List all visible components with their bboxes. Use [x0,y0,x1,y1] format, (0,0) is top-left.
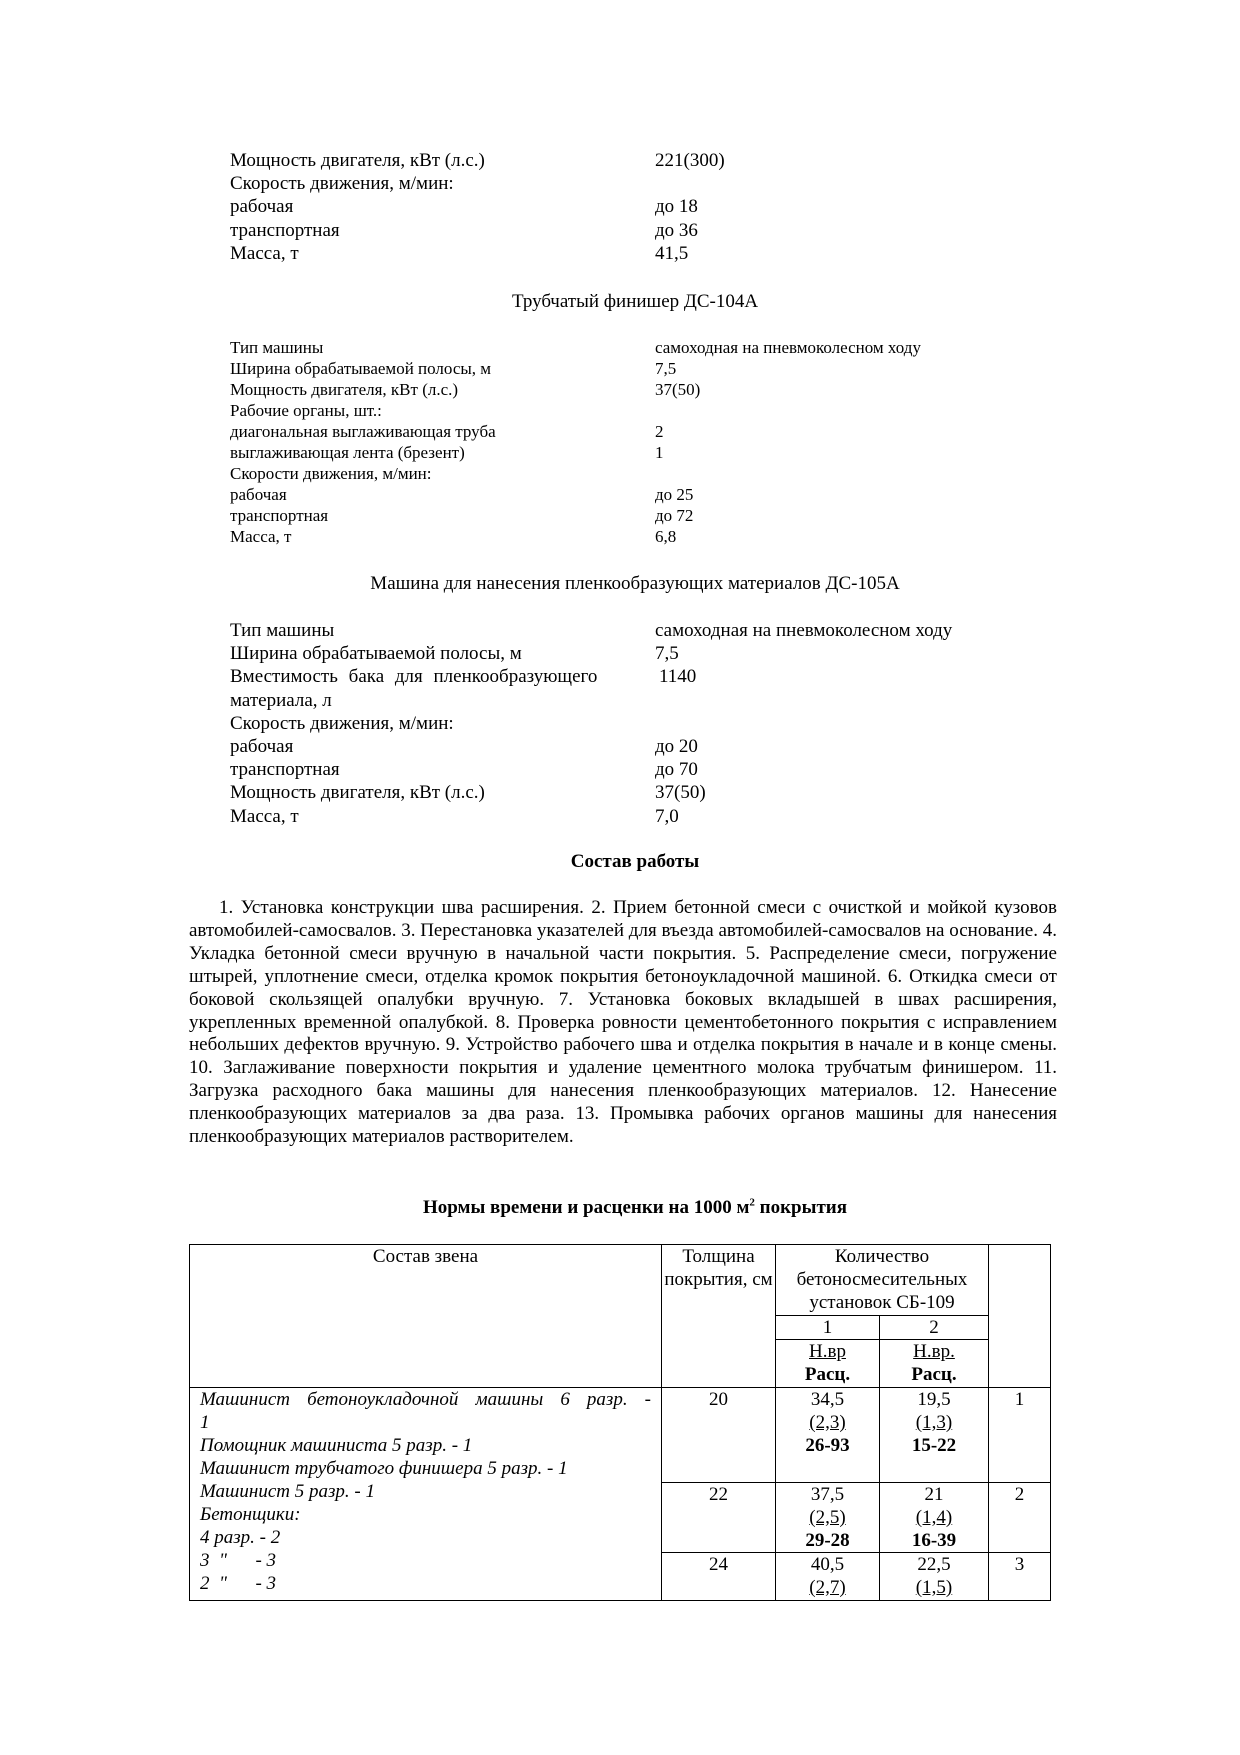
norms-title-sup: 2 [749,1196,755,1209]
spec-value: 1140 [659,666,697,688]
norms-table [189,1244,1051,1601]
spec-row [230,242,1030,265]
spec-value: 7,5 [655,359,677,378]
spec-key: рабочая [230,736,294,758]
table-header-row [190,1245,1051,1316]
spec-row [230,735,1030,758]
norm-value: 37,5 [810,1484,845,1505]
spec-value: 6,8 [655,527,677,546]
norm-price: 15-22 [911,1435,957,1456]
norm-cell-2 [880,1553,989,1601]
spec-row [230,689,1030,712]
norm-value: 21 [924,1484,944,1505]
header-norm-2 [880,1340,989,1388]
norms-title-text: Нормы времени и расценки на 1000 м [422,1197,750,1218]
norm-price: 26-93 [805,1435,850,1456]
spec-key: Тип машины [230,620,335,641]
spec-key: Ширина обрабатываемой полосы, м [230,359,492,378]
spec-value: самоходная на пневмоколесном ходу [655,620,953,641]
spec-row [230,758,1030,781]
spec-row [230,442,1030,463]
spec-value: до 20 [655,736,698,758]
spec-row [230,712,1030,735]
spec-value: 1 [655,443,664,462]
crew-line: Бетонщики: [200,1504,301,1525]
spec-value: 221(300) [655,150,725,171]
header-nvr: Н.вр. [913,1341,955,1362]
spec-key: рабочая [230,485,287,504]
crew-line: Машинист 5 разр. - 1 [200,1481,375,1502]
spec-key: Масса, т [230,805,299,827]
crew-line: Помощник машиниста 5 разр. - 1 [200,1435,473,1456]
header-thickness: Толщина покрытия, см [662,1245,776,1388]
spec-row [230,172,1030,195]
norm-sub: (2,3) [809,1412,846,1433]
norm-sub: (1,5) [915,1577,953,1598]
spec-key: транспортная [230,219,340,241]
spec-key: Мощность двигателя, кВт (л.с.) [230,150,485,171]
spec-row [230,358,1030,379]
spec-value: до 36 [655,219,698,241]
spec-value [655,712,1030,735]
spec-row [230,400,1030,421]
spec-key: выглаживающая лента (брезент) [230,443,465,462]
thickness-cell: 20 [662,1388,776,1483]
spec-row [230,463,1030,484]
spec-key: Рабочие органы, шт.: [230,401,382,420]
spec-value: 41,5 [655,242,689,264]
spec-value: 2 [655,422,664,441]
spec-value: до 25 [655,485,694,504]
spec-value: самоходная на пневмоколесном ходу [655,338,921,357]
spec-row [230,781,1030,804]
spec-key: рабочая [230,196,294,218]
header-norm-1 [776,1340,880,1388]
spec-row [230,421,1030,442]
norm-cell-2 [880,1388,989,1483]
section-title-work: Состав работы [570,851,700,872]
spec-block-film-machine [230,619,1030,828]
spec-key: Мощность двигателя, кВт (л.с.) [230,782,485,804]
header-rasc: Расц. [804,1364,851,1385]
spec-key: Скорость движения, м/мин: [230,173,454,195]
norm-cell-1 [776,1553,880,1601]
norm-value: 40,5 [810,1554,845,1575]
spec-value [655,689,1030,712]
norm-sub: (1,4) [915,1507,953,1528]
spec-row [230,149,1030,172]
spec-row [230,505,1030,526]
spec-key: Скорость движения, м/мин: [230,712,454,734]
spec-key: Масса, т [230,527,292,546]
spec-key: транспортная [230,506,329,525]
spec-block-paver [230,149,1030,265]
norm-value: 34,5 [810,1389,845,1410]
norm-value: 19,5 [917,1389,951,1410]
crew-line: Машинист трубчатого финишера 5 разр. - 1 [200,1458,568,1479]
spec-key: Ширина обрабатываемой полосы, м [230,643,522,665]
norms-title-tail: покрытия [754,1197,848,1218]
header-plant-count: Количество бетоносмесительных установок СБ-109 [776,1245,989,1316]
header-nvr: Н.вр [809,1341,846,1362]
header-empty [989,1245,1051,1388]
spec-key: Мощность двигателя, кВт (л.с.) [230,380,459,399]
spec-row [230,195,1030,218]
spec-key: Тип машины [230,338,324,357]
spec-row [230,642,1030,665]
spec-value [655,463,1030,484]
spec-row [230,337,1030,358]
norms-title [0,1196,1240,1219]
norm-sub: (2,5) [809,1507,846,1528]
spec-row [230,619,1030,642]
section-title-finisher: Трубчатый финишер ДС-104А [511,291,759,312]
norm-sub: (1,3) [915,1412,953,1433]
norm-price: 29-28 [805,1530,850,1551]
spec-value: до 70 [655,759,698,781]
spec-key: Вместимость бака для пленкообразующего [230,666,598,688]
row-number: 3 [989,1553,1051,1601]
spec-row [230,526,1030,547]
norm-sub: (2,7) [809,1577,846,1598]
crew-line: Машинист бетоноукладочной машины 6 разр. - [200,1389,651,1410]
spec-row [230,484,1030,505]
spec-key: транспортная [230,759,340,781]
thickness-cell: 22 [662,1483,776,1553]
spec-value: до 72 [655,506,694,525]
header-count-2: 2 [880,1316,989,1340]
spec-key: диагональная выглаживающая труба [230,422,496,441]
crew-line: 2 " - 3 [200,1573,277,1594]
norm-price: 16-39 [911,1530,957,1551]
row-number: 1 [989,1388,1051,1483]
row-number: 2 [989,1483,1051,1553]
spec-row [230,219,1030,242]
crew-cell [190,1388,662,1601]
norm-cell-2 [880,1483,989,1553]
norm-value: 22,5 [917,1554,951,1575]
header-count-1: 1 [776,1316,880,1340]
spec-key: Скорости движения, м/мин: [230,464,432,483]
table-row [190,1388,1051,1483]
spec-value [655,172,1030,195]
spec-row [230,379,1030,400]
spec-key: Масса, т [230,242,299,264]
spec-value: 37(50) [655,380,701,399]
crew-line: 1 [200,1412,210,1433]
spec-value: до 18 [655,196,698,218]
spec-value: 7,5 [655,643,679,665]
header-rasc: Расц. [911,1364,957,1385]
crew-line: 4 разр. - 2 [200,1527,281,1548]
spec-row [230,665,1030,688]
norm-cell-1 [776,1483,880,1553]
norm-cell-1 [776,1388,880,1483]
crew-line: 3 " - 3 [200,1550,277,1571]
section-title-film-machine: Машина для нанесения пленкообразующих материалов ДС-105А [370,573,900,594]
spec-key: материала, л [230,689,332,711]
spec-value: 37(50) [655,782,706,804]
work-paragraph: 1. Установка конструкции шва расширения. 2. Прием бетонной смеси с очисткой и мойкой кузовов автомобилей-самосвалов. 3. Перестановка указателей для въезда автомобилей-самосвалов на основание. 4. Укладка бетонной смеси вручную в начальной части покрытия. 5. Распределение смеси, погружение штырей, уплотнение смеси, отделка кромок покрытия бетоноукладочной машиной. 6. Откидка смеси от боковой скользящей опалубки вручную. 7. Установка боковых вкладышей в швах расширения, укрепленных временной опалубкой. 8. Проверка ровности цементобетонного покрытия с исправлением небольших дефектов вручную. 9. Устройство рабочего шва и отделка покрытия в начале и в конце смены. 10. Заглаживание поверхности покрытия и удаление цементного молока трубчатым финишером. 11. Загрузка расходного бака машины для нанесения пленкообразующих материалов. 12. Нанесение пленкообразующих материалов за два раза. 13. Промывка рабочих органов машины для нанесения пленкообразующих материалов растворителем. [189,897,1057,1148]
header-crew: Состав звена [190,1245,662,1388]
spec-block-finisher [230,337,1030,547]
spec-value: 7,0 [655,805,679,827]
thickness-cell: 24 [662,1553,776,1601]
spec-row [230,805,1030,828]
spec-value [655,400,1030,421]
